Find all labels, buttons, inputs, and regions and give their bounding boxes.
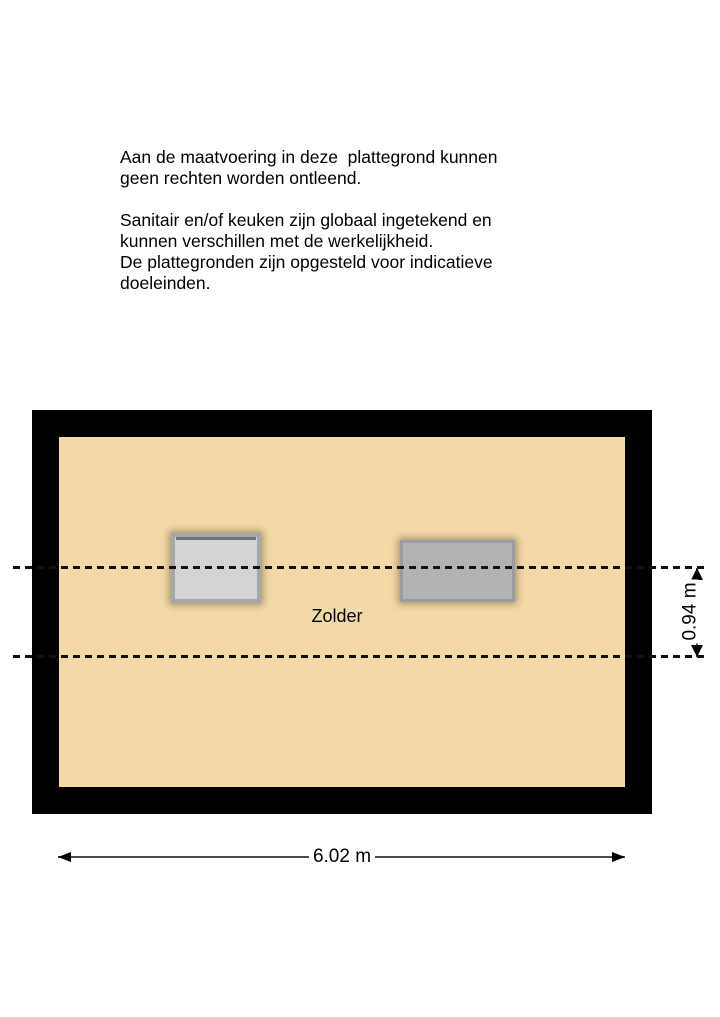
arrow-right-icon — [612, 852, 625, 862]
arrow-left-icon — [58, 852, 71, 862]
disclaimer-line: doeleinden. — [120, 273, 211, 293]
height-dimension-label: 0.94 m — [682, 580, 699, 644]
disclaimer-text — [120, 147, 498, 294]
disclaimer-line: geen rechten worden ontleend. — [120, 168, 362, 188]
room-label: Zolder — [311, 606, 363, 626]
skylight-window-right — [400, 540, 515, 602]
arrow-down-icon — [691, 645, 703, 657]
disclaimer-line: Sanitair en/of keuken zijn globaal ingetekend en — [120, 210, 492, 230]
width-dimension-label: 6.02 m — [309, 846, 375, 868]
headroom-contour-line-top — [13, 566, 706, 569]
disclaimer-line: De plattegronden zijn opgesteld voor indicatieve — [120, 252, 493, 272]
disclaimer-line: kunnen verschillen met de werkelijkheid. — [120, 231, 434, 251]
headroom-contour-line-bottom — [13, 655, 706, 658]
disclaimer-blank-line — [120, 189, 498, 210]
disclaimer-line: Aan de maatvoering in deze plattegrond kunnen — [120, 147, 498, 167]
skylight-sash-bar — [176, 537, 256, 540]
arrow-up-icon — [691, 568, 703, 580]
